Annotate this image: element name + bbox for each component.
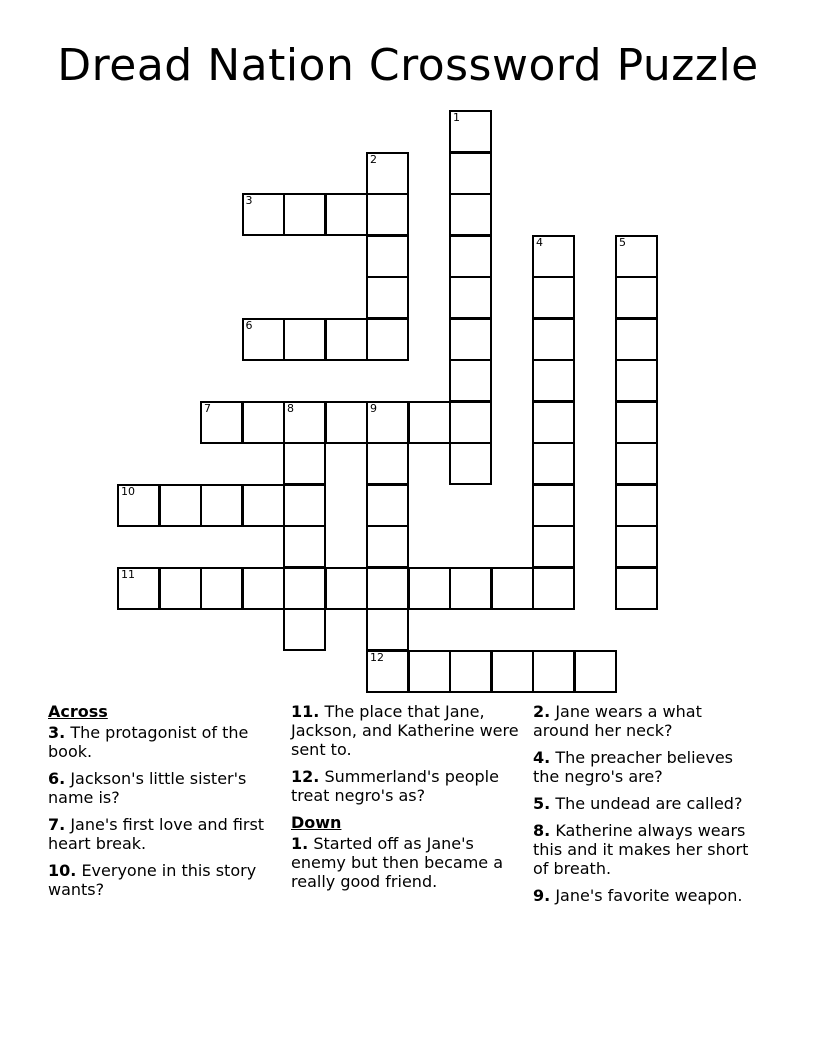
- grid-cell[interactable]: [283, 442, 326, 485]
- clue-across-10: 10. Everyone in this story wants?: [48, 861, 257, 899]
- grid-cell[interactable]: [532, 359, 575, 402]
- grid-cell[interactable]: [200, 567, 243, 610]
- clue-down-5: 5. The undead are called?: [533, 794, 743, 813]
- grid-cell[interactable]: [283, 484, 326, 527]
- cell-number: 6: [245, 318, 253, 332]
- cell-number: 12: [370, 650, 384, 664]
- grid-cell[interactable]: [325, 401, 368, 444]
- grid-cell[interactable]: [532, 235, 575, 278]
- grid-cell[interactable]: [283, 608, 326, 651]
- cell-number: 9: [370, 401, 377, 415]
- grid-cell[interactable]: [366, 276, 409, 319]
- grid-cell[interactable]: [532, 567, 575, 610]
- clue-across-3: 3. The protagonist of the book.: [48, 723, 249, 761]
- grid-cell[interactable]: [242, 193, 285, 236]
- down-header: Down: [291, 813, 342, 832]
- grid-cell[interactable]: [325, 567, 368, 610]
- grid-cell[interactable]: [366, 525, 409, 568]
- clue-across-7: 7. Jane's first love and first heart break.: [48, 815, 265, 853]
- grid-cell[interactable]: [532, 525, 575, 568]
- grid-cell[interactable]: [283, 567, 326, 610]
- grid-cell[interactable]: [449, 401, 492, 444]
- clue-down-1: 1. Started off as Jane's enemy but then became a really good friend.: [291, 834, 504, 891]
- grid-cell[interactable]: [242, 567, 285, 610]
- grid-cell[interactable]: [449, 235, 492, 278]
- cell-number: 10: [121, 484, 135, 498]
- page-title: Dread Nation Crossword Puzzle: [57, 40, 759, 91]
- cell-number: 8: [287, 401, 294, 415]
- grid-cell[interactable]: [366, 608, 409, 651]
- grid-cell[interactable]: [574, 650, 617, 693]
- grid-cell[interactable]: [325, 318, 368, 361]
- grid-cell[interactable]: [200, 401, 243, 444]
- grid-cell[interactable]: [366, 152, 409, 195]
- clues-column-3: [533, 702, 761, 913]
- grid-cell[interactable]: [200, 484, 243, 527]
- clues-column-2: [291, 702, 519, 899]
- grid-cell[interactable]: [117, 567, 160, 610]
- grid-cell[interactable]: [366, 567, 409, 610]
- grid-cell[interactable]: [366, 318, 409, 361]
- grid-cell[interactable]: [449, 318, 492, 361]
- clue-down-4: 4. The preacher believes the negro's are?: [533, 748, 734, 786]
- grid-cell[interactable]: [491, 567, 534, 610]
- grid-cell[interactable]: [366, 484, 409, 527]
- grid-cell[interactable]: [449, 152, 492, 195]
- cell-number: 5: [619, 235, 626, 249]
- grid-cell[interactable]: [366, 193, 409, 236]
- grid-cell[interactable]: [159, 567, 202, 610]
- grid-cell[interactable]: [283, 525, 326, 568]
- grid-cell[interactable]: [449, 110, 492, 153]
- clue-down-2: 2. Jane wears a what around her neck?: [533, 702, 702, 740]
- grid-cell[interactable]: [532, 442, 575, 485]
- grid-cell[interactable]: [449, 193, 492, 236]
- cell-number: 4: [536, 235, 543, 249]
- grid-cell[interactable]: [408, 567, 451, 610]
- across-header: Across: [48, 702, 108, 721]
- grid-cell[interactable]: [532, 276, 575, 319]
- grid-cell[interactable]: [242, 318, 285, 361]
- grid-cell[interactable]: [283, 318, 326, 361]
- grid-cell[interactable]: [532, 484, 575, 527]
- clue-across-6: 6. Jackson's little sister's name is?: [48, 769, 247, 807]
- grid-cell[interactable]: [242, 401, 285, 444]
- grid-cell[interactable]: [366, 650, 409, 693]
- grid-cell[interactable]: [242, 484, 285, 527]
- grid-cell[interactable]: [532, 650, 575, 693]
- grid-cell[interactable]: [366, 442, 409, 485]
- grid-cell[interactable]: [117, 484, 160, 527]
- grid-cell[interactable]: [159, 484, 202, 527]
- cell-number: 11: [121, 567, 135, 581]
- grid-cell[interactable]: [283, 401, 326, 444]
- grid-cell[interactable]: [366, 235, 409, 278]
- grid-cell[interactable]: [449, 276, 492, 319]
- cell-number: 1: [453, 111, 460, 124]
- grid-cell[interactable]: [408, 650, 451, 693]
- cell-number: 7: [204, 401, 211, 415]
- grid-cell[interactable]: [283, 193, 326, 236]
- grid-cell[interactable]: [449, 650, 492, 693]
- grid-cell[interactable]: [408, 401, 451, 444]
- grid-cell[interactable]: [366, 401, 409, 444]
- grid-cell[interactable]: [325, 193, 368, 236]
- grid-cell[interactable]: [532, 318, 575, 361]
- grid-cell[interactable]: [491, 650, 534, 693]
- grid-cell[interactable]: [615, 401, 658, 444]
- grid-cell[interactable]: [615, 442, 658, 485]
- clue-across-11: 11. The place that Jane, Jackson, and Katherine were sent to.: [291, 702, 519, 759]
- grid-cell[interactable]: [449, 359, 492, 402]
- grid-cell[interactable]: [532, 401, 575, 444]
- grid-cell[interactable]: [615, 525, 658, 568]
- clue-down-9: 9. Jane's favorite weapon.: [533, 886, 743, 905]
- grid-cell[interactable]: [615, 567, 658, 610]
- grid-cell[interactable]: [615, 484, 658, 527]
- grid-cell[interactable]: [449, 442, 492, 485]
- clue-down-8: 8. Katherine always wears this and it makes her short of breath.: [533, 821, 749, 878]
- cell-number: 3: [245, 194, 253, 207]
- grid-cell[interactable]: [615, 359, 658, 402]
- grid-cell[interactable]: [615, 235, 658, 278]
- grid-cell[interactable]: [615, 318, 658, 361]
- cell-number: 2: [370, 152, 377, 166]
- grid-cell[interactable]: [449, 567, 492, 610]
- clue-across-12: 12. Summerland's people treat negro's as?: [291, 767, 499, 805]
- clues-column-1: [48, 702, 276, 907]
- grid-cell[interactable]: [615, 276, 658, 319]
